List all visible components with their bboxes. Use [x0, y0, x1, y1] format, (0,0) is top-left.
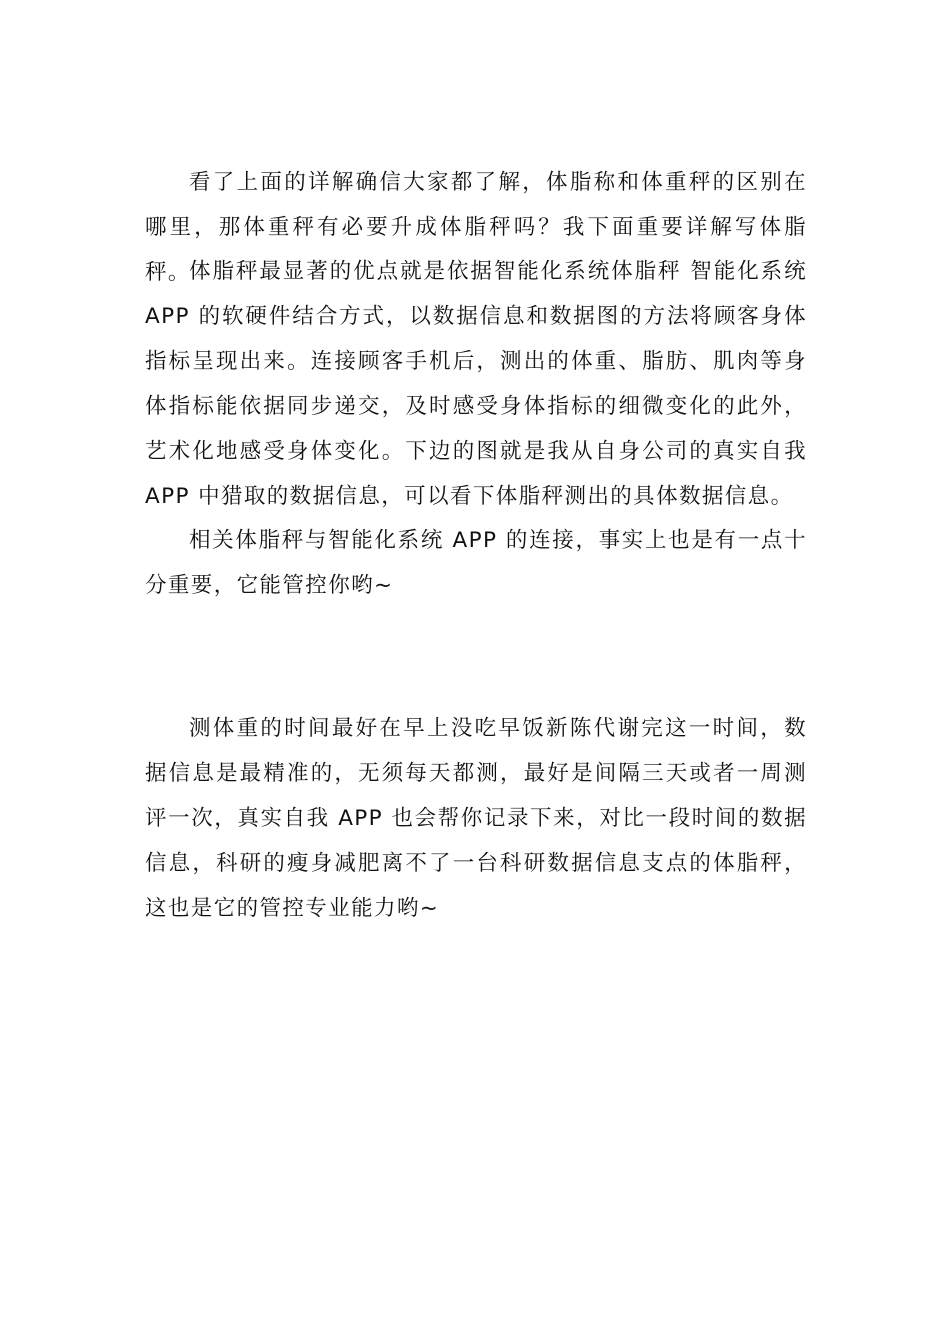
paragraph-intro: 看了上面的详解确信大家都了解，体脂称和体重秤的区别在哪里，那体重秤有必要升成体脂秤吗？我下面重要详解写体脂秤。	[145, 170, 807, 285]
paragraph-advantages: 体脂秤最显著的优点就是依据智能化系统体脂秤 智能化系统 APP 的软硬件结合方式，以数据信息和数据图的方法将顾客身体指标呈现出来。连接顾客手机后，测出的体重、脂肪、肌肉等身体指标能依据同步递交，及时感受身体指标的细微变化的此外，艺术化地感受身体变化。下边的图就是我从自身公司的真实自我 APP 中猎取的数据信息，可以看下体脂秤测出的具体数据信息。	[145, 259, 807, 509]
paragraph-app-connection: 相关体脂秤与智能化系统 APP 的连接，事实上也是有一点十分重要，它能管控你哟~	[145, 528, 807, 598]
paragraph-measure-time: 测体重的时间最好在早上没吃早饭新陈代谢完这一时间，数据信息是最精准的，无须每天都测，最好是间隔三天或者一周测评一次，真实自我 APP 也会帮你记录下来，对比一段时间的数据信息，科研的瘦身减肥离不了一台科研数据信息支点的体脂秤，这也是它的管控专业能力哟~	[145, 716, 807, 921]
